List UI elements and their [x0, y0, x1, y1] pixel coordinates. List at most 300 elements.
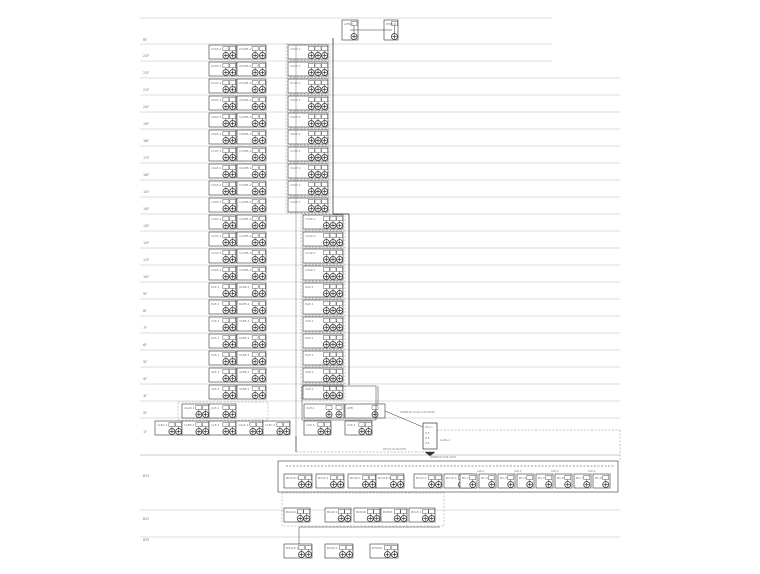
energy-meter-icon — [252, 70, 258, 76]
box-label: B1-4 — [519, 476, 526, 480]
energy-meter-icon — [223, 393, 229, 399]
energy-meter-icon — [372, 412, 378, 418]
energy-meter-icon — [308, 155, 314, 161]
energy-meter-icon — [223, 121, 229, 127]
box-label: 18AP-1 — [290, 132, 301, 136]
energy-meter-icon — [401, 516, 407, 522]
energy-meter-icon — [252, 121, 258, 127]
box-label: 16LE-1 — [211, 166, 222, 170]
box-label: 23LE-1 — [211, 47, 222, 51]
box-label: B1LE-2 — [416, 476, 427, 480]
box-label: 12LE-1 — [211, 234, 222, 238]
box-label: 10LEB-1 — [239, 268, 252, 272]
energy-meter-icon — [337, 257, 343, 263]
box-label: 18LEB-1 — [239, 132, 252, 136]
energy-meter-icon — [315, 87, 321, 93]
box-label: 9LEB-1 — [239, 285, 250, 289]
floor-label-floor-13f: 13F — [143, 224, 150, 228]
box-label: 23AP-1 — [290, 47, 301, 51]
box-label: 12LEB-1 — [239, 234, 252, 238]
energy-meter-icon — [223, 342, 229, 348]
energy-meter-icon — [259, 240, 265, 246]
floor-label-floor-8f: 8F — [143, 309, 148, 313]
energy-meter-icon — [223, 87, 229, 93]
energy-meter-icon — [252, 138, 258, 144]
energy-meter-icon — [252, 104, 258, 110]
box-label: 1LE-1 — [211, 423, 220, 427]
box-label: 4AP-1 — [305, 370, 314, 374]
energy-meter-icon — [308, 121, 314, 127]
box-label: 22AP-1 — [290, 64, 301, 68]
energy-meter-icon — [337, 359, 343, 365]
energy-meter-icon — [308, 138, 314, 144]
energy-meter-icon — [259, 257, 265, 263]
energy-meter-icon — [367, 516, 373, 522]
energy-meter-icon — [259, 274, 265, 280]
b1f-right-tag: ALE-2 — [514, 470, 522, 473]
box-label: 3LE-1 — [211, 387, 220, 391]
energy-meter-icon — [308, 189, 314, 195]
energy-meter-icon — [230, 359, 236, 365]
energy-meter-icon — [315, 121, 321, 127]
box-label: B1AP-1 — [350, 476, 361, 480]
energy-meter-icon — [252, 291, 258, 297]
floor-label-floor-4f: 4F — [143, 377, 148, 381]
box-label: 4LEB-1 — [239, 370, 250, 374]
energy-meter-icon — [565, 482, 571, 488]
box-label: 1LE-2 — [347, 423, 356, 427]
energy-meter-icon — [259, 223, 265, 229]
energy-meter-icon — [252, 325, 258, 331]
box-label: 11AP-1 — [305, 251, 316, 255]
energy-meter-icon — [337, 393, 343, 399]
energy-meter-icon — [259, 87, 265, 93]
floor-label-floor-22f: 22F — [143, 71, 150, 75]
energy-meter-icon — [322, 87, 328, 93]
energy-meter-icon — [338, 516, 344, 522]
energy-meter-icon — [277, 429, 283, 435]
energy-meter-icon — [318, 429, 324, 435]
energy-meter-icon — [252, 274, 258, 280]
energy-meter-icon — [259, 393, 265, 399]
box-label: 13AP-1 — [305, 217, 316, 221]
energy-meter-icon — [297, 516, 303, 522]
energy-meter-icon — [322, 70, 328, 76]
floor-label-floor-15f: 15F — [143, 190, 150, 194]
box-label: 6LE-1 — [211, 336, 220, 340]
box-label: 13LEB-1 — [239, 217, 252, 221]
energy-meter-icon — [546, 482, 552, 488]
energy-meter-icon — [330, 223, 336, 229]
box-label: 17LE-1 — [211, 149, 222, 153]
box-label: 9LE-1 — [211, 285, 220, 289]
energy-meter-icon — [337, 291, 343, 297]
floor-label-floor-6f: 6F — [143, 343, 148, 347]
energy-meter-icon — [330, 359, 336, 365]
energy-meter-icon — [223, 412, 229, 418]
energy-meter-icon — [322, 206, 328, 212]
energy-meter-icon — [230, 325, 236, 331]
energy-meter-icon — [252, 376, 258, 382]
energy-meter-icon — [323, 240, 329, 246]
box-label: 22LE-1 — [211, 64, 222, 68]
box-label: B1LE-3 — [446, 476, 457, 480]
energy-meter-icon — [230, 87, 236, 93]
floor-label-floor-12f: 12F — [143, 241, 150, 245]
energy-meter-icon — [337, 342, 343, 348]
energy-meter-icon — [299, 552, 305, 558]
box-label: B1LE-1 — [318, 476, 329, 480]
floor-label-floor-b3f: B3F — [143, 538, 150, 542]
energy-meter-icon — [527, 482, 533, 488]
energy-meter-icon — [345, 516, 351, 522]
energy-meter-icon — [230, 274, 236, 280]
box-label: 1LEA-1 — [157, 423, 168, 427]
floor-label-floor-7f: 7F — [143, 326, 148, 330]
energy-meter-icon — [330, 376, 336, 382]
box-label: 7LE-1 — [211, 319, 220, 323]
box-label: RMB-R — [386, 22, 396, 26]
box-label: 10LE-1 — [211, 268, 222, 272]
floor-label-floor-11f: 11F — [143, 258, 150, 262]
floor-label-floor-20f: 20F — [143, 105, 150, 109]
box-label: 15LE-1 — [211, 183, 222, 187]
energy-meter-icon — [259, 155, 265, 161]
energy-meter-icon — [259, 189, 265, 195]
main-panel-note: AL-B1-1 — [440, 439, 451, 442]
energy-meter-icon — [351, 34, 357, 40]
floor-label-floor-10f: 10F — [143, 275, 150, 279]
energy-meter-icon — [391, 482, 397, 488]
floor1-cable-note2: WDZN-YJY-5x6-SC32 — [430, 456, 456, 459]
b1f-right-tag: ALE-3 — [551, 470, 559, 473]
box-label: 3AP-1 — [305, 387, 314, 391]
energy-meter-icon — [392, 552, 398, 558]
floor-label-floor-19f: 19F — [143, 122, 150, 126]
energy-meter-icon — [250, 429, 256, 435]
energy-meter-icon — [223, 172, 229, 178]
floor-label-floor-5f: 5F — [143, 360, 148, 364]
energy-meter-icon — [337, 223, 343, 229]
box-label: B1-6 — [557, 476, 564, 480]
floor-label-floor-21f: 21F — [143, 88, 150, 92]
box-label: 21LE-1 — [211, 81, 222, 85]
floor-label-floor-2f: 2F — [143, 411, 148, 415]
energy-meter-icon — [584, 482, 590, 488]
energy-meter-icon — [223, 189, 229, 195]
box-label: B1ALE-1 — [286, 476, 299, 480]
box-label: B1-3 — [500, 476, 507, 480]
box-label: 4LE-1 — [211, 370, 220, 374]
energy-meter-icon — [308, 172, 314, 178]
energy-meter-icon — [359, 429, 365, 435]
box-label: 17LEB-1 — [239, 149, 252, 153]
box-label: 5AP-1 — [305, 353, 314, 357]
box-label: 5LEB-1 — [239, 353, 250, 357]
box-label: 10AP-1 — [305, 268, 316, 272]
energy-meter-icon — [252, 223, 258, 229]
box-label: B2AP-1 — [327, 510, 338, 514]
energy-meter-icon — [330, 308, 336, 314]
energy-meter-icon — [322, 104, 328, 110]
energy-meter-icon — [223, 257, 229, 263]
energy-meter-icon — [315, 155, 321, 161]
floor-label-floor-14f: 14F — [143, 207, 150, 211]
box-label: 20LEB-1 — [239, 98, 252, 102]
energy-meter-icon — [223, 429, 229, 435]
energy-meter-icon — [230, 223, 236, 229]
energy-meter-icon — [259, 172, 265, 178]
energy-meter-icon — [230, 104, 236, 110]
energy-meter-icon — [366, 429, 372, 435]
box-label: B2PAN — [356, 510, 366, 514]
floor-label-floor-1f: 1F — [143, 430, 148, 434]
energy-meter-icon — [252, 206, 258, 212]
energy-meter-icon — [330, 342, 336, 348]
box-label: 21LEB-1 — [239, 81, 252, 85]
floor-label-floor-b2f: B2F — [143, 517, 150, 521]
floor-label-floor-18f: 18F — [143, 139, 150, 143]
energy-meter-icon — [436, 482, 442, 488]
energy-meter-icon — [284, 429, 290, 435]
energy-meter-icon — [330, 274, 336, 280]
energy-meter-icon — [330, 325, 336, 331]
energy-meter-icon — [252, 257, 258, 263]
energy-meter-icon — [470, 482, 476, 488]
energy-meter-icon — [230, 412, 236, 418]
box-label: B2LE-1 — [411, 510, 422, 514]
energy-meter-icon — [315, 138, 321, 144]
energy-meter-icon — [223, 206, 229, 212]
energy-meter-icon — [323, 325, 329, 331]
energy-meter-icon — [259, 104, 265, 110]
energy-meter-icon — [230, 257, 236, 263]
box-label: 3LEB-1 — [239, 387, 250, 391]
box-label: 1LEB-1 — [184, 423, 195, 427]
box-label: B3ALE-1 — [286, 546, 299, 550]
energy-meter-icon — [308, 104, 314, 110]
energy-meter-icon — [223, 291, 229, 297]
energy-meter-icon — [323, 359, 329, 365]
energy-meter-icon — [223, 240, 229, 246]
box-label: 19LE-1 — [211, 115, 222, 119]
energy-meter-icon — [203, 412, 209, 418]
energy-meter-icon — [252, 53, 258, 59]
box-label: 12AP-1 — [305, 234, 316, 238]
energy-meter-icon — [337, 376, 343, 382]
energy-meter-icon — [322, 121, 328, 127]
energy-meter-icon — [223, 359, 229, 365]
energy-meter-icon — [323, 291, 329, 297]
floor-label-floor-17f: 17F — [143, 156, 150, 160]
energy-meter-icon — [223, 70, 229, 76]
box-label: 8AP-1 — [305, 302, 314, 306]
energy-meter-icon — [259, 342, 265, 348]
energy-meter-icon — [223, 223, 229, 229]
energy-meter-icon — [603, 482, 609, 488]
energy-meter-icon — [223, 376, 229, 382]
box-label: B1-5 — [538, 476, 545, 480]
box-label: 14LEB-1 — [239, 200, 252, 204]
energy-meter-icon — [385, 552, 391, 558]
box-label: 21AP-1 — [290, 81, 301, 85]
box-label: B1-7 — [576, 476, 583, 480]
box-label: 14LE-1 — [211, 200, 222, 204]
main-panel-line: 3LE — [425, 442, 430, 445]
main-panel-label: DCL-1 — [425, 426, 433, 429]
energy-meter-icon — [338, 482, 344, 488]
energy-meter-icon — [252, 172, 258, 178]
box-label: 18LE-1 — [211, 132, 222, 136]
energy-meter-icon — [259, 308, 265, 314]
energy-meter-icon — [223, 53, 229, 59]
box-label: APB-R — [344, 22, 354, 26]
energy-meter-icon — [508, 482, 514, 488]
energy-meter-icon — [308, 70, 314, 76]
box-label: 1AP-1 — [306, 423, 315, 427]
box-label: B1-1 — [462, 476, 469, 480]
box-label: 14AP-1 — [290, 200, 301, 204]
b1f-right-tag: ALE-4 — [588, 470, 596, 473]
energy-meter-icon — [326, 412, 332, 418]
energy-meter-icon — [259, 138, 265, 144]
energy-meter-icon — [374, 516, 380, 522]
energy-meter-icon — [230, 342, 236, 348]
energy-meter-icon — [337, 240, 343, 246]
energy-meter-icon — [337, 274, 343, 280]
energy-meter-icon — [323, 308, 329, 314]
box-label: 1LEC-1 — [265, 423, 276, 427]
energy-meter-icon — [223, 155, 229, 161]
energy-meter-icon — [259, 291, 265, 297]
box-label: 22LEB-1 — [239, 64, 252, 68]
main-panel-line: 2LE — [425, 437, 430, 440]
energy-meter-icon — [337, 325, 343, 331]
energy-meter-icon — [259, 70, 265, 76]
energy-meter-icon — [259, 121, 265, 127]
box-label: 15AP-1 — [290, 183, 301, 187]
box-label: B1ALE-2 — [378, 476, 391, 480]
box-label: B2PAF — [383, 510, 393, 514]
energy-meter-icon — [230, 172, 236, 178]
energy-meter-icon — [196, 429, 202, 435]
energy-meter-icon — [315, 206, 321, 212]
b1f-right-tag: ALE-1 — [477, 470, 485, 473]
energy-meter-icon — [223, 308, 229, 314]
box-label: 2AP-1 — [306, 406, 315, 410]
box-label: 20AP-1 — [290, 98, 301, 102]
energy-meter-icon — [315, 172, 321, 178]
box-label: 7LEB-1 — [239, 319, 250, 323]
energy-meter-icon — [429, 482, 435, 488]
energy-meter-icon — [330, 257, 336, 263]
energy-meter-icon — [308, 87, 314, 93]
energy-meter-icon — [230, 376, 236, 382]
box-label: 15LEB-1 — [239, 183, 252, 187]
energy-meter-icon — [394, 516, 400, 522]
box-label: B3PAN — [372, 546, 382, 550]
energy-meter-icon — [259, 325, 265, 331]
energy-meter-icon — [259, 376, 265, 382]
box-label: 11LE-1 — [211, 251, 222, 255]
energy-meter-icon — [315, 189, 321, 195]
box-label: 7AP-1 — [305, 319, 314, 323]
energy-meter-icon — [230, 138, 236, 144]
energy-meter-icon — [259, 359, 265, 365]
energy-meter-icon — [370, 482, 376, 488]
floor-label-floor-rf: RF — [143, 38, 148, 42]
energy-meter-icon — [230, 291, 236, 297]
box-label: 20LE-1 — [211, 98, 222, 102]
energy-meter-icon — [323, 376, 329, 382]
energy-meter-icon — [252, 308, 258, 314]
floor2-box-apb — [345, 404, 385, 418]
box-label: B2ALE-1 — [286, 510, 299, 514]
box-label: 16LEB-1 — [239, 166, 252, 170]
energy-meter-icon — [322, 53, 328, 59]
energy-meter-icon — [331, 482, 337, 488]
energy-meter-icon — [315, 53, 321, 59]
energy-meter-icon — [230, 393, 236, 399]
box-label: APB — [347, 406, 353, 410]
energy-meter-icon — [323, 342, 329, 348]
box-label: 23LEB-1 — [239, 47, 252, 51]
floor1-cable-note: ZR-YJV-4x16-SC50 — [383, 448, 407, 451]
energy-meter-icon — [176, 429, 182, 435]
energy-meter-icon — [340, 552, 346, 558]
energy-meter-icon — [252, 342, 258, 348]
box-label: 11LEB-1 — [239, 251, 252, 255]
floor2-cable-note: WDZN-YJY-4x10+1x6-SC50 — [400, 411, 435, 414]
energy-meter-icon — [252, 155, 258, 161]
floor-label-floor-16f: 16F — [143, 173, 150, 177]
energy-meter-icon — [259, 206, 265, 212]
energy-meter-icon — [259, 53, 265, 59]
energy-meter-icon — [322, 189, 328, 195]
box-label: 1ALE-1 — [238, 423, 249, 427]
box-label: 17AP-1 — [290, 149, 301, 153]
energy-meter-icon — [223, 274, 229, 280]
energy-meter-icon — [330, 291, 336, 297]
energy-meter-icon — [337, 308, 343, 314]
energy-meter-icon — [330, 240, 336, 246]
energy-meter-icon — [323, 223, 329, 229]
energy-meter-icon — [306, 552, 312, 558]
energy-meter-icon — [489, 482, 495, 488]
energy-meter-icon — [252, 359, 258, 365]
box-label: 19LEB-1 — [239, 115, 252, 119]
energy-meter-icon — [323, 257, 329, 263]
energy-meter-icon — [325, 429, 331, 435]
energy-meter-icon — [223, 325, 229, 331]
energy-meter-icon — [223, 138, 229, 144]
box-label: 9AP-1 — [305, 285, 314, 289]
energy-meter-icon — [299, 482, 305, 488]
energy-meter-icon — [308, 206, 314, 212]
energy-meter-icon — [322, 172, 328, 178]
energy-meter-icon — [323, 393, 329, 399]
energy-meter-icon — [322, 138, 328, 144]
floor-label-floor-9f: 9F — [143, 292, 148, 296]
energy-meter-icon — [323, 274, 329, 280]
energy-meter-icon — [315, 104, 321, 110]
energy-meter-icon — [230, 70, 236, 76]
energy-meter-icon — [398, 482, 404, 488]
energy-meter-icon — [230, 240, 236, 246]
energy-meter-icon — [308, 53, 314, 59]
floor-label-floor-23f: 23F — [143, 54, 150, 58]
energy-meter-icon — [304, 516, 310, 522]
